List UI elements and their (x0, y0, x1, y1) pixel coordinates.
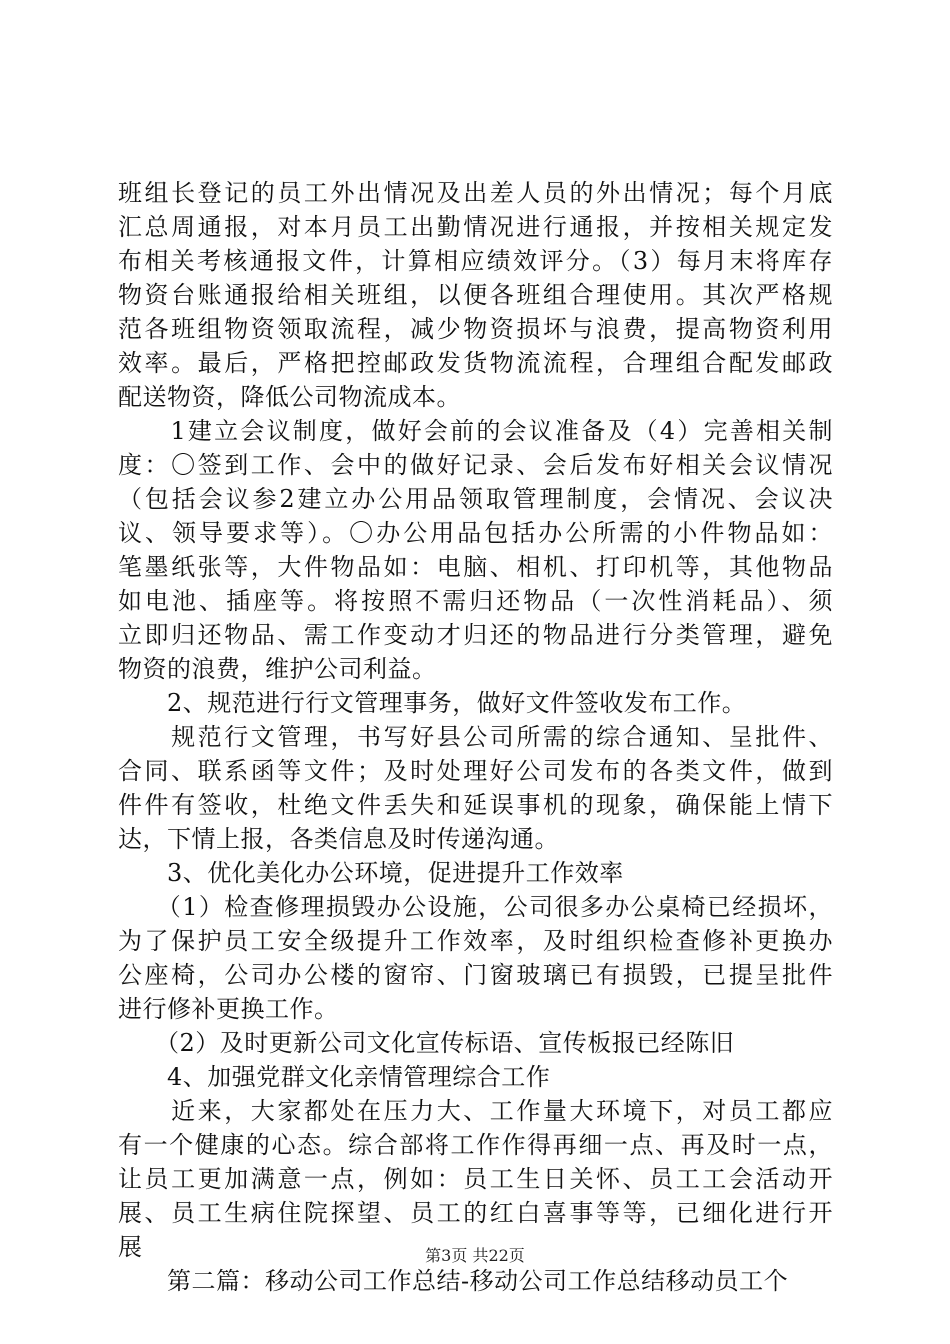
text-line-25: 进行修补更换工作。 (118, 995, 339, 1023)
page-number-indicator: 第3页 共22页 (425, 1246, 525, 1265)
text-line-10: （包括会议参2建立办公用品领取管理制度，会情况、会议决 (118, 485, 833, 513)
text-line-23: 为了保护员工安全级提升工作效率，及时组织检查修补更换办 (118, 927, 833, 955)
text-line-32: 展 (118, 1233, 143, 1261)
text-line-5: 范各班组物资领取流程，减少物资损坏与浪费，提高物资利用 (118, 315, 833, 343)
text-line-26: （2）及时更新公司文化宣传标语、宣传板报已经陈旧 (118, 1029, 735, 1057)
text-line-27: 4、加强党群文化亲情管理综合工作 (118, 1063, 551, 1091)
text-line-4: 物资台账通报给相关班组，以便各班组合理使用。其次严格规 (118, 281, 833, 309)
text-line-31: 展、员工生病住院探望、员工的红白喜事等等，已细化进行开 (118, 1199, 833, 1227)
text-line-19: 件件有签收，杜绝文件丢失和延误事机的现象，确保能上情下 (118, 791, 833, 819)
text-line-28: 近来，大家都处在压力大、工作量大环境下，对员工都应 (118, 1097, 833, 1125)
text-line-7: 配送物资，降低公司物流成本。 (118, 383, 461, 411)
text-line-9: 度：〇签到工作、会中的做好记录、会后发布好相关会议情况 (118, 451, 833, 479)
text-line-1: 班组长登记的员工外出情况及出差人员的外出情况；每个月底 (118, 179, 833, 207)
text-line-2: 汇总周通报，对本月员工出勤情况进行通报，并按相关规定发 (118, 213, 833, 241)
document-body (118, 176, 833, 1298)
text-line-21: 3、优化美化办公环境，促进提升工作效率 (118, 859, 624, 887)
text-line-12: 笔墨纸张等，大件物品如：电脑、相机、打印机等，其他物品 (118, 553, 833, 581)
text-line-13: 如电池、插座等。将按照不需归还物品（一次性消耗品）、须 (118, 587, 833, 615)
text-line-14: 立即归还物品、需工作变动才归还的物品进行分类管理，避免 (118, 621, 833, 649)
text-line-33: 第二篇：移动公司工作总结-移动公司工作总结移动员工个 (118, 1267, 789, 1295)
text-line-16: 2、规范进行行文管理事务，做好文件签收发布工作。 (118, 689, 747, 717)
text-line-6: 效率。最后，严格把控邮政发货物流流程，合理组合配发邮政 (118, 349, 833, 377)
text-line-15: 物资的浪费，维护公司利益。 (118, 655, 437, 683)
text-line-22: （1）检查修理损毁办公设施，公司很多办公桌椅已经损坏， (118, 893, 833, 921)
text-line-30: 让员工更加满意一点，例如：员工生日关怀、员工工会活动开 (118, 1165, 833, 1193)
page-footer (0, 1244, 950, 1268)
text-line-3: 布相关考核通报文件，计算相应绩效评分。（3）每月末将库存 (118, 247, 833, 275)
text-line-29: 有一个健康的心态。综合部将工作作得再细一点、再及时一点， (118, 1131, 833, 1159)
text-line-17: 规范行文管理，书写好县公司所需的综合通知、呈批件、 (118, 723, 833, 751)
text-line-11: 议、领导要求等）。〇办公用品包括办公所需的小件物品如： (118, 519, 833, 547)
text-line-24: 公座椅，公司办公楼的窗帘、门窗玻璃已有损毁，已提呈批件 (118, 961, 833, 989)
text-line-8: 1建立会议制度，做好会前的会议准备及（4）完善相关制 (118, 417, 833, 445)
text-line-18: 合同、联系函等文件；及时处理好公司发布的各类文件，做到 (118, 757, 833, 785)
text-line-20: 达，下情上报，各类信息及时传递沟通。 (118, 825, 559, 853)
